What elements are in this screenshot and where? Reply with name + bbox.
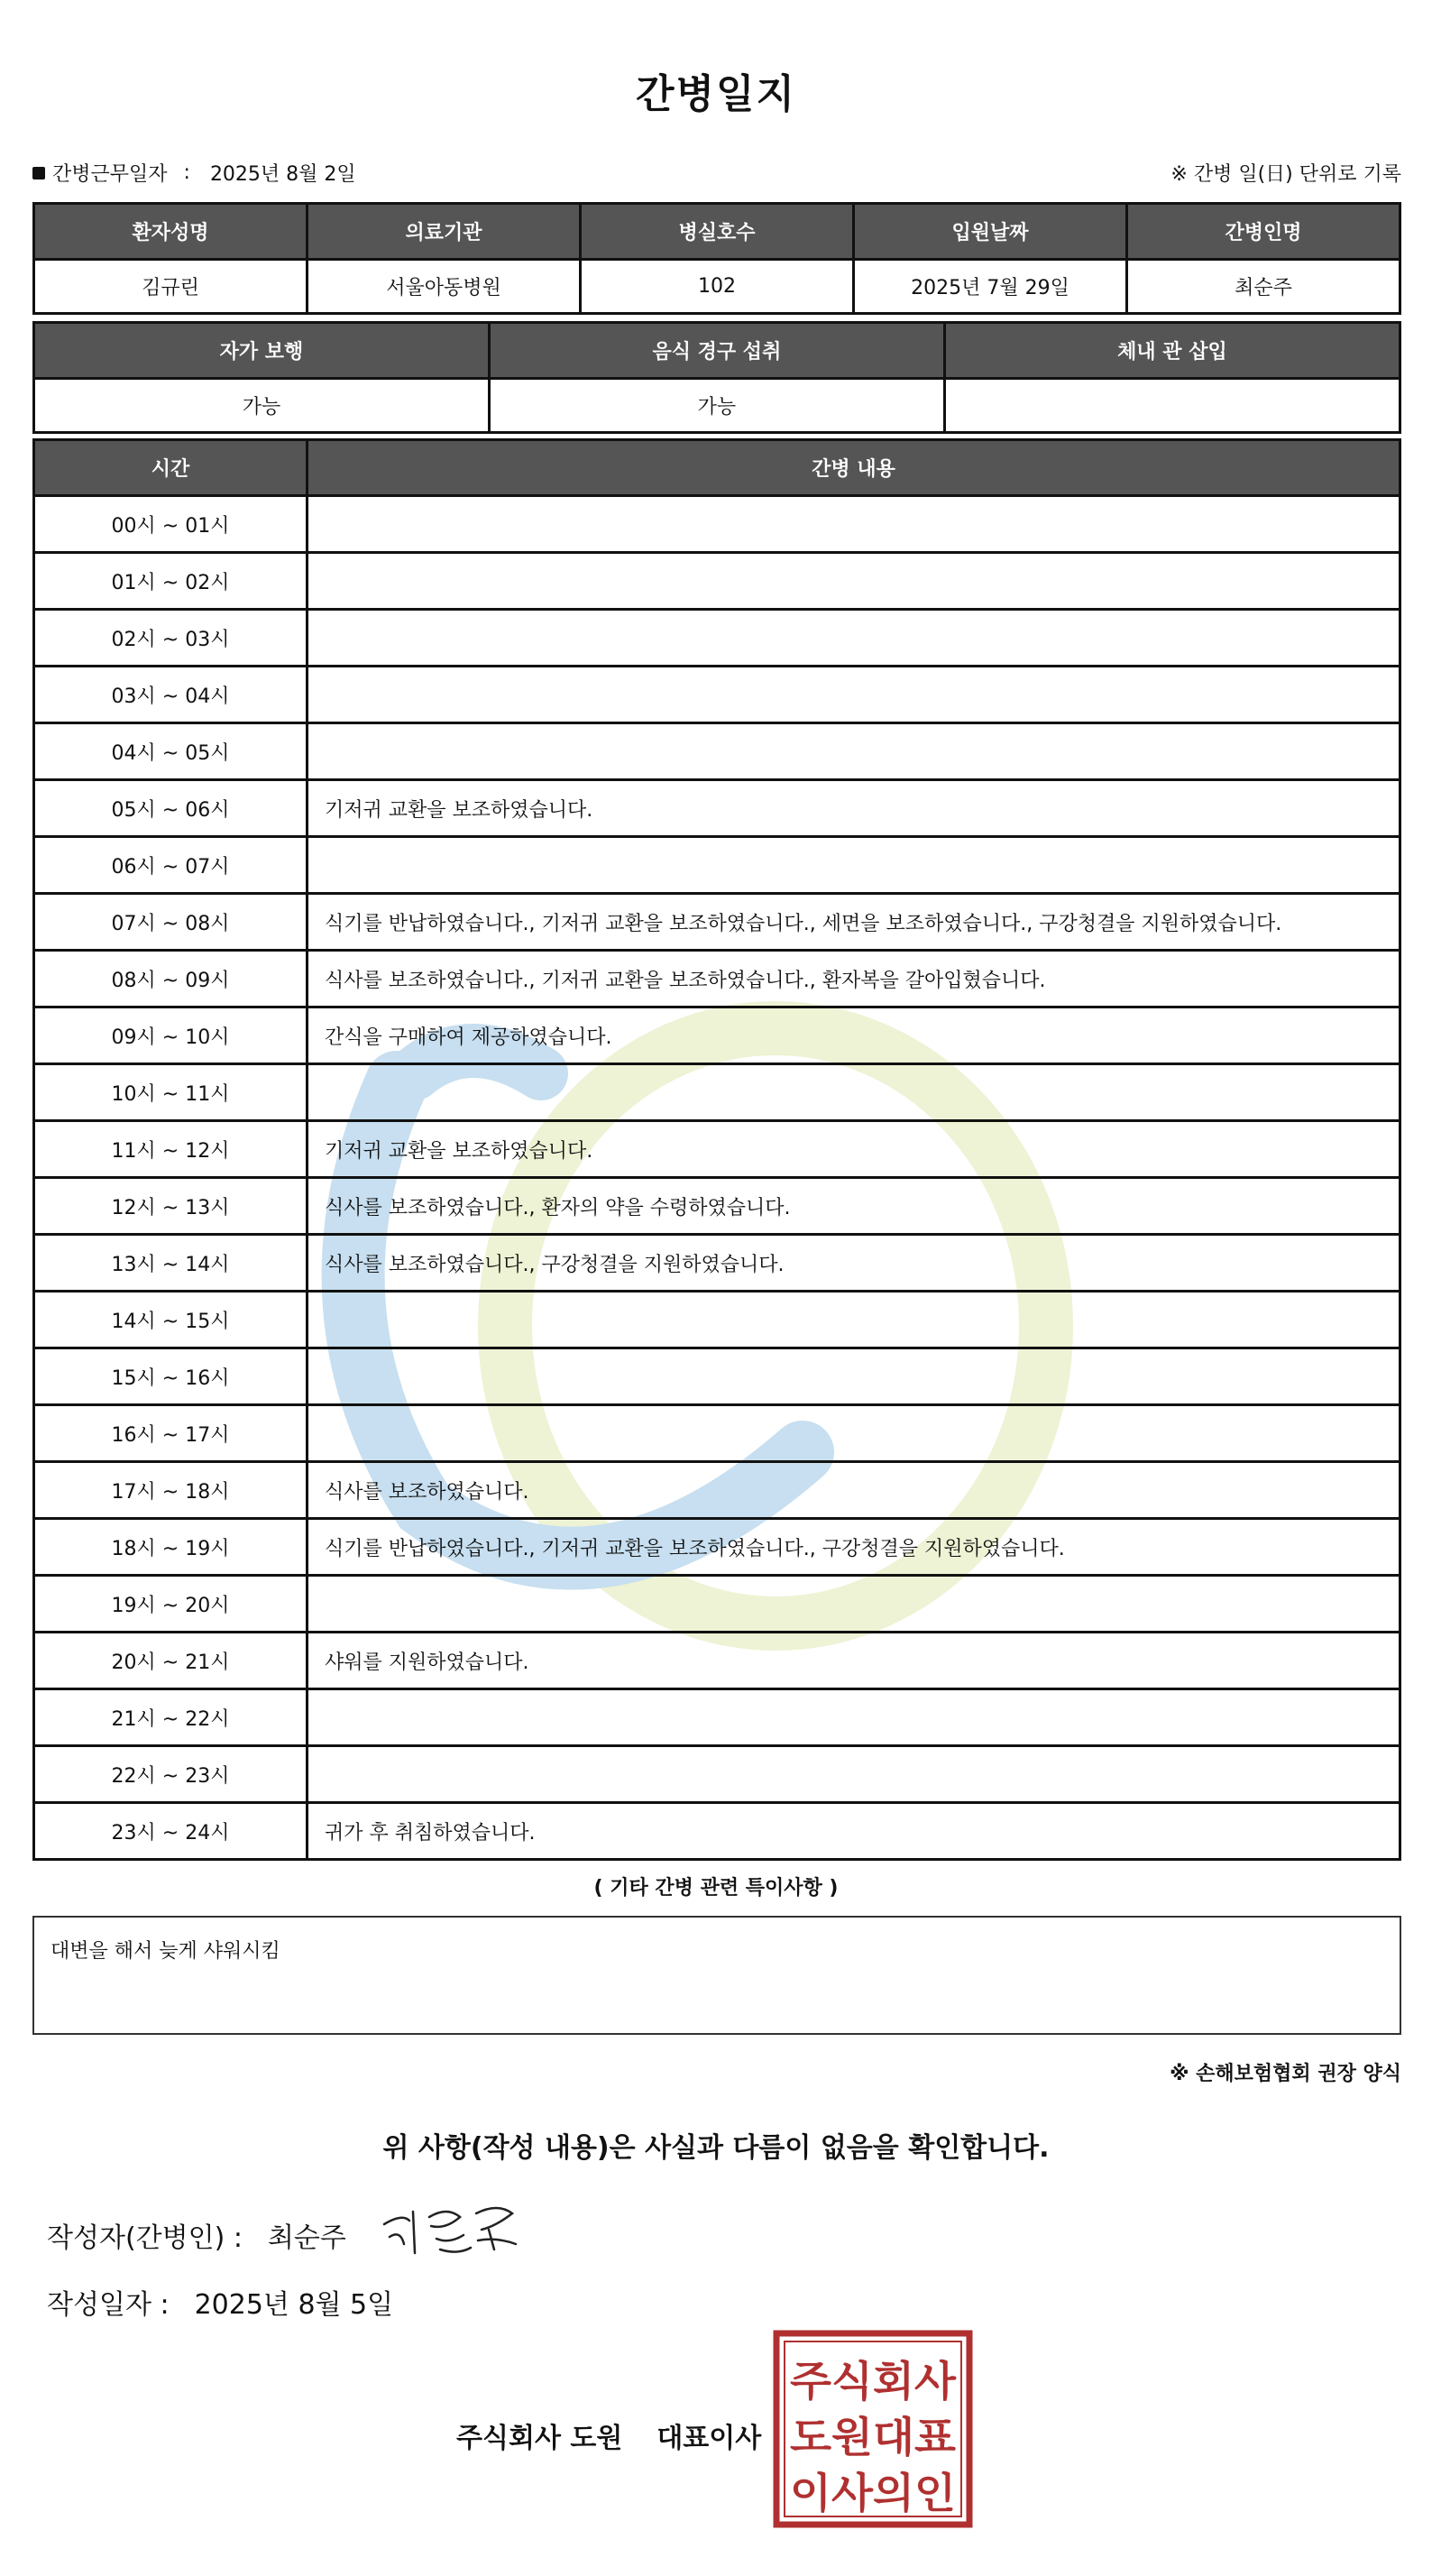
svg-text:주식회사: 주식회사 <box>790 2357 957 2406</box>
care-content: 식사를 보조하였습니다., 환자의 약을 수령하였습니다. <box>308 1178 1400 1235</box>
time-slot: 10시 ~ 11시 <box>34 1064 308 1121</box>
form-source-note: ※ 손해보험협회 권장 양식 <box>1170 2063 1401 2085</box>
care-content: 식사를 보조하였습니다. <box>308 1462 1400 1519</box>
written-date-label: 작성일자 : <box>47 2289 170 2321</box>
header-care-content: 간병 내용 <box>308 440 1400 496</box>
hospital-name: 서울아동병원 <box>308 260 581 314</box>
time-slot: 11시 ~ 12시 <box>34 1121 308 1178</box>
care-content <box>308 1689 1400 1746</box>
care-content: 식사를 보조하였습니다., 기저귀 교환을 보조하였습니다., 환자복을 갈아입혔습니다. <box>308 951 1400 1007</box>
page-title: 간병일지 <box>635 71 796 117</box>
care-content: 샤워를 지원하였습니다. <box>308 1633 1400 1689</box>
care-content <box>308 496 1400 553</box>
time-slot: 20시 ~ 21시 <box>34 1633 308 1689</box>
header-self-walking: 자가 보행 <box>34 323 490 379</box>
time-slot: 12시 ~ 13시 <box>34 1178 308 1235</box>
table-row <box>34 894 1400 951</box>
company-name: 주식회사 도원 <box>456 2423 623 2454</box>
writer-row <box>47 2215 346 2255</box>
time-slot: 16시 ~ 17시 <box>34 1405 308 1462</box>
time-slot: 19시 ~ 20시 <box>34 1576 308 1633</box>
care-content <box>308 553 1400 610</box>
confirmation-statement: 위 사항(작성 내용)은 사실과 다름이 없음을 확인합니다. <box>382 2132 1050 2164</box>
table-row <box>34 1178 1400 1235</box>
written-date-value: 2025년 8월 5일 <box>194 2289 394 2321</box>
care-content: 기저귀 교환을 보조하였습니다. <box>308 780 1400 837</box>
room-number: 102 <box>581 260 854 314</box>
record-note: ※ 간병 일(日) 단위로 기록 <box>1170 163 1401 186</box>
time-slot: 04시 ~ 05시 <box>34 723 308 780</box>
notes-content: 대변을 해서 늦게 샤워시킴 <box>50 1940 280 1963</box>
table-row <box>34 553 1400 610</box>
table-row <box>34 837 1400 894</box>
care-content <box>308 1348 1400 1405</box>
time-slot: 15시 ~ 16시 <box>34 1348 308 1405</box>
care-content <box>308 723 1400 780</box>
time-slot: 09시 ~ 10시 <box>34 1007 308 1064</box>
care-content <box>308 610 1400 667</box>
header-admission-date: 입원날짜 <box>854 204 1127 260</box>
time-slot: 13시 ~ 14시 <box>34 1235 308 1292</box>
table-row <box>34 1519 1400 1576</box>
care-content: 기저귀 교환을 보조하였습니다. <box>308 1121 1400 1178</box>
care-content <box>308 1746 1400 1803</box>
time-slot: 18시 ~ 19시 <box>34 1519 308 1576</box>
header-room: 병실호수 <box>581 204 854 260</box>
table-row <box>34 1348 1400 1405</box>
time-slot: 22시 ~ 23시 <box>34 1746 308 1803</box>
patient-name: 김규린 <box>34 260 308 314</box>
time-slot: 07시 ~ 08시 <box>34 894 308 951</box>
notes-title: ( 기타 간병 관련 특이사항 ) <box>593 1877 839 1900</box>
table-row <box>34 1746 1400 1803</box>
caregiver-name: 최순주 <box>1127 260 1400 314</box>
work-date-colon: : <box>183 161 190 184</box>
header-oral-intake: 음식 경구 섭취 <box>489 323 944 379</box>
table-row <box>34 1121 1400 1178</box>
header-caregiver: 간병인명 <box>1127 204 1400 260</box>
notes-box <box>32 1916 1401 2035</box>
care-content <box>308 837 1400 894</box>
table-row <box>34 780 1400 837</box>
time-slot: 14시 ~ 15시 <box>34 1292 308 1348</box>
patient-info-table <box>32 202 1401 315</box>
care-log-table <box>32 438 1401 1861</box>
company-seal-stamp <box>772 2329 974 2529</box>
table-row <box>34 723 1400 780</box>
table-row <box>34 1405 1400 1462</box>
table-row <box>34 1064 1400 1121</box>
time-slot: 02시 ~ 03시 <box>34 610 308 667</box>
time-slot: 00시 ~ 01시 <box>34 496 308 553</box>
self-walking-value: 가능 <box>34 379 490 433</box>
admission-date: 2025년 7월 29일 <box>854 260 1127 314</box>
table-row <box>34 1235 1400 1292</box>
care-content: 식사를 보조하였습니다., 구강청결을 지원하였습니다. <box>308 1235 1400 1292</box>
care-content: 귀가 후 취침하였습니다. <box>308 1803 1400 1860</box>
time-slot: 08시 ~ 09시 <box>34 951 308 1007</box>
table-row <box>34 667 1400 723</box>
table-row <box>34 1803 1400 1860</box>
svg-text:이사의인: 이사의인 <box>790 2469 956 2517</box>
company-row <box>456 2415 761 2455</box>
work-date-value: 2025년 8월 2일 <box>209 163 356 186</box>
table-row <box>34 951 1400 1007</box>
time-slot: 17시 ~ 18시 <box>34 1462 308 1519</box>
care-content <box>308 1064 1400 1121</box>
table-row <box>34 1007 1400 1064</box>
patient-status-table <box>32 321 1401 434</box>
table-row <box>34 1292 1400 1348</box>
writer-label: 작성자(간병인) : <box>47 2222 243 2254</box>
work-date-label: 간병근무일자 <box>52 163 168 186</box>
time-slot: 03시 ~ 04시 <box>34 667 308 723</box>
time-slot: 06시 ~ 07시 <box>34 837 308 894</box>
tube-insertion-value <box>944 379 1400 433</box>
header-hospital: 의료기관 <box>308 204 581 260</box>
care-content: 간식을 구매하여 제공하였습니다. <box>308 1007 1400 1064</box>
table-row <box>34 610 1400 667</box>
oral-intake-value: 가능 <box>489 379 944 433</box>
table-row <box>34 1462 1400 1519</box>
time-slot: 01시 ~ 02시 <box>34 553 308 610</box>
time-slot: 21시 ~ 22시 <box>34 1689 308 1746</box>
time-slot: 23시 ~ 24시 <box>34 1803 308 1860</box>
company-ceo-title: 대표이사 <box>656 2423 762 2454</box>
care-content <box>308 1405 1400 1462</box>
handwritten-signature <box>377 2194 521 2266</box>
care-content: 식기를 반납하였습니다., 기저귀 교환을 보조하였습니다., 세면을 보조하였습니다., 구강청결을 지원하였습니다. <box>308 894 1400 951</box>
care-content: 식기를 반납하였습니다., 기저귀 교환을 보조하였습니다., 구강청결을 지원하였습니다. <box>308 1519 1400 1576</box>
care-content <box>308 667 1400 723</box>
table-row <box>34 1633 1400 1689</box>
header-tube-insertion: 체내 관 삽입 <box>944 323 1400 379</box>
table-row <box>34 1689 1400 1746</box>
table-row <box>34 1576 1400 1633</box>
time-slot: 05시 ~ 06시 <box>34 780 308 837</box>
table-row <box>34 496 1400 553</box>
header-patient-name: 환자성명 <box>34 204 308 260</box>
care-content <box>308 1576 1400 1633</box>
written-date-row <box>47 2282 393 2322</box>
writer-name: 최순주 <box>267 2222 346 2254</box>
meta-row <box>32 159 1401 188</box>
header-time: 시간 <box>34 440 308 496</box>
square-bullet-icon <box>32 167 45 179</box>
care-content <box>308 1292 1400 1348</box>
svg-text:도원대표: 도원대표 <box>790 2413 957 2461</box>
